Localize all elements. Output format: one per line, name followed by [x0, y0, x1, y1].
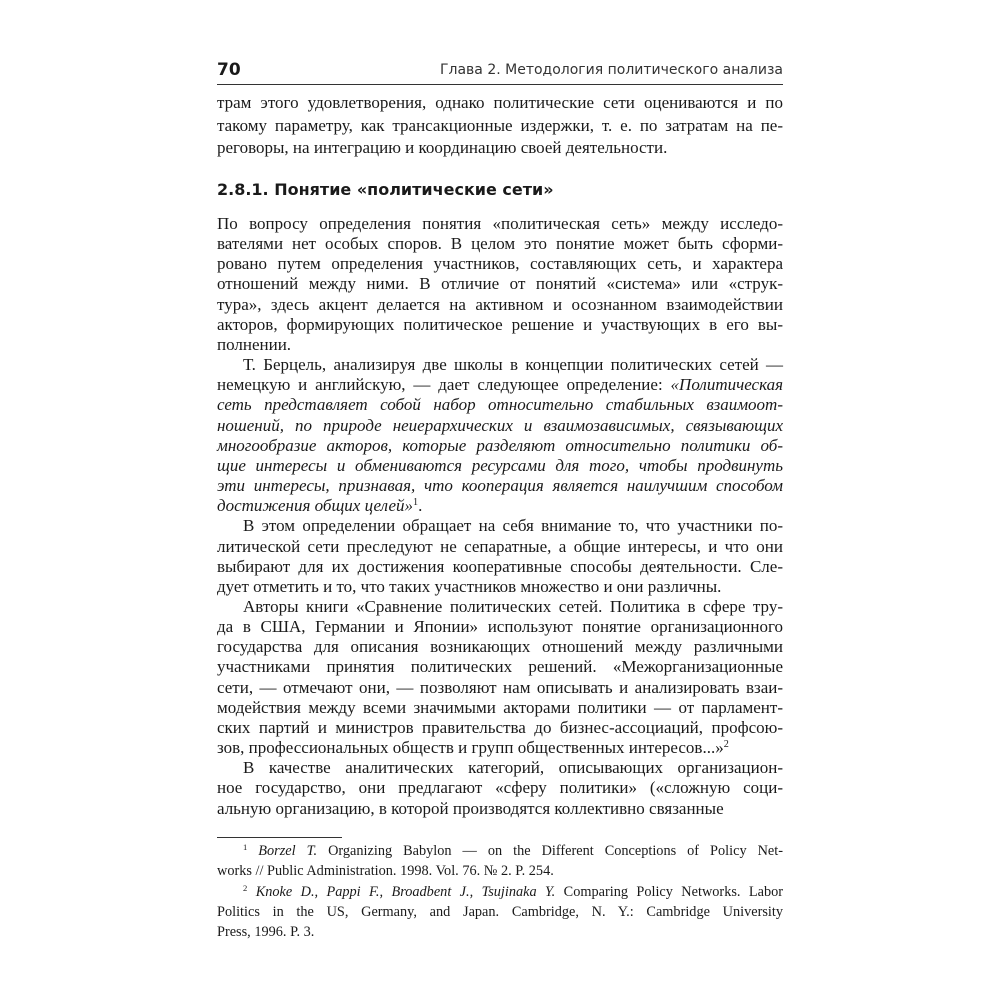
text-line	[217, 799, 783, 819]
paragraph	[217, 516, 783, 597]
text-span: По вопросу определения понятия «политическая сеть» между исследо-	[217, 214, 783, 233]
text-line	[217, 115, 783, 138]
text-span: такому параметру, как трансакционные издержки, т. е. по затратам на пе-	[217, 115, 783, 135]
text-span: реговоры, на интеграцию и координацию своей деятельности.	[217, 138, 668, 157]
text-span: многообразие акторов, которые разделяют относительно политики об-	[217, 435, 783, 455]
text-span: .	[418, 496, 423, 516]
text-line	[217, 375, 783, 395]
text-span: тура», здесь акцент делается на активном и осознанном взаимодействии	[217, 294, 783, 314]
text-line	[217, 841, 783, 861]
text-line	[217, 537, 783, 557]
text-line	[217, 315, 783, 335]
text-line	[217, 902, 783, 922]
text-span: works // Public Administration. 1998. Vol. 76. № 2. P. 254.	[217, 863, 554, 880]
footnotes	[217, 841, 783, 942]
text-span: альную организацию, в которой производятся коллективно связанные	[217, 798, 724, 818]
paragraph	[217, 758, 783, 818]
text-line	[217, 698, 783, 718]
text-span: да в США, Германии и Японии» используют понятие организационного	[217, 617, 783, 637]
text-span: достижения общих целей»	[217, 496, 414, 516]
text-span: Comparing Policy Networks. Labor	[555, 883, 784, 900]
footnote-rule	[217, 837, 342, 838]
paragraph	[217, 214, 783, 355]
text-span: Т. Берцель, анализируя две школы в концепции политических сетей —	[243, 355, 783, 375]
footnote	[217, 841, 783, 882]
text-line	[217, 882, 783, 902]
footnote-ref: 2	[723, 738, 729, 750]
text-line	[217, 476, 783, 496]
text-line	[217, 295, 783, 315]
text-line	[217, 234, 783, 254]
text-span: Borzel T.	[258, 843, 318, 859]
text-line	[217, 557, 783, 577]
text-line	[217, 456, 783, 476]
text-line	[217, 597, 783, 617]
text-span	[247, 843, 258, 859]
text-span	[247, 884, 255, 900]
text-line	[217, 516, 783, 536]
text-line	[217, 738, 783, 758]
text-line	[217, 758, 783, 778]
text-span: немецкую и английскую, — дает следующее определение:	[217, 375, 671, 395]
text-span: Knoke D., Pappi F., Broadbent J., Tsujinaka Y.	[255, 883, 556, 900]
text-line	[217, 861, 783, 881]
paragraph	[217, 355, 783, 516]
text-line	[217, 577, 783, 597]
text-line	[217, 657, 783, 677]
text-line	[217, 496, 783, 516]
text-line	[217, 416, 783, 436]
text-span: Авторы книги «Сравнение политических сетей. Политика в сфере тру-	[243, 596, 783, 616]
text-span: дует отметить и то, что таких участников множество и они различны.	[217, 576, 722, 596]
footnote-ref: 1	[243, 841, 248, 852]
footnote-ref: 1	[413, 497, 419, 509]
text-span: ношений, по природе неиерархических и взаимозависимых, связывающих	[217, 415, 783, 435]
section-heading: 2.8.1. Понятие «политические сети»	[217, 180, 554, 199]
paragraph	[217, 92, 783, 160]
text-line	[217, 335, 783, 355]
running-header	[217, 60, 783, 82]
text-span: ное государство, они предлагают «сферу политики» («сложную соци-	[217, 778, 783, 798]
text-line	[217, 678, 783, 698]
text-span: эти интересы, признавая, что кооперация является наилучшим способом	[217, 476, 783, 496]
header-rule	[217, 84, 783, 85]
text-span: сети, — отмечают они, — позволяют нам описывать и анализировать взаи-	[217, 677, 783, 697]
text-line	[217, 436, 783, 456]
text-span: вателями нет особых споров. В целом это понятие может быть сформи-	[217, 234, 783, 254]
text-line	[217, 395, 783, 415]
text-span: литической сети преследуют не сепаратные, а общие интересы, и что они	[217, 536, 783, 556]
text-span: полнении.	[217, 334, 292, 354]
text-span: сеть представляет собой набор относительно стабильных взаимоот-	[217, 395, 783, 415]
running-title: Глава 2. Методология политического анализа	[439, 62, 783, 78]
text-span: «Политическая	[670, 375, 783, 395]
text-span: щие интересы и обмениваются ресурсами для того, чтобы продвинуть	[217, 455, 783, 475]
text-span: акторов, формирующих политическое решение и участвующих в его вы-	[217, 314, 783, 334]
footnote	[217, 882, 783, 943]
text-line	[217, 214, 783, 234]
text-line	[217, 778, 783, 798]
text-line	[217, 637, 783, 657]
text-line	[217, 617, 783, 637]
text-span: государства для описания возникающих отношений между различными	[217, 637, 783, 657]
text-line	[217, 922, 783, 942]
text-line	[217, 274, 783, 294]
text-span: ровано путем определения участников, составляющих сеть, и характера	[217, 254, 783, 274]
footnote-ref: 2	[243, 882, 248, 893]
text-span: модействия между всеми значимыми акторами политики — от парламент-	[217, 697, 783, 717]
text-span: Organizing Babylon — on the Different Conceptions of Policy Net-	[317, 843, 783, 859]
text-span: отношений между ними. В отличие от понятий «система» или «струк-	[217, 274, 783, 294]
text-span: выбирают для их достижения кооперативные способы деятельности. Сле-	[217, 556, 783, 576]
text-line	[217, 254, 783, 274]
text-line	[217, 92, 783, 115]
text-span: зов, профессиональных обществ и групп общественных интересов...»	[217, 738, 724, 758]
body-text	[217, 214, 783, 819]
text-span: ских партий и министров правительства до бизнес-ассоциаций, профсою-	[217, 717, 783, 737]
text-line	[217, 718, 783, 738]
text-span: В качестве аналитических категорий, описывающих организацион-	[243, 758, 783, 778]
text-line	[217, 137, 783, 160]
text-span: трам этого удовлетворения, однако политические сети оцениваются и по	[217, 93, 783, 112]
text-line	[217, 355, 783, 375]
paragraph	[217, 597, 783, 758]
page-number: 70	[217, 60, 241, 80]
intro-paragraph	[217, 92, 783, 160]
text-span: Press, 1996. P. 3.	[217, 924, 315, 941]
text-span: В этом определении обращает на себя внимание то, что участники по-	[243, 516, 783, 536]
text-span: участниками принятия политических решений. «Межорганизационные	[217, 657, 783, 677]
text-span: Politics in the US, Germany, and Japan. Cambridge, N. Y.: Cambridge University	[217, 903, 783, 920]
